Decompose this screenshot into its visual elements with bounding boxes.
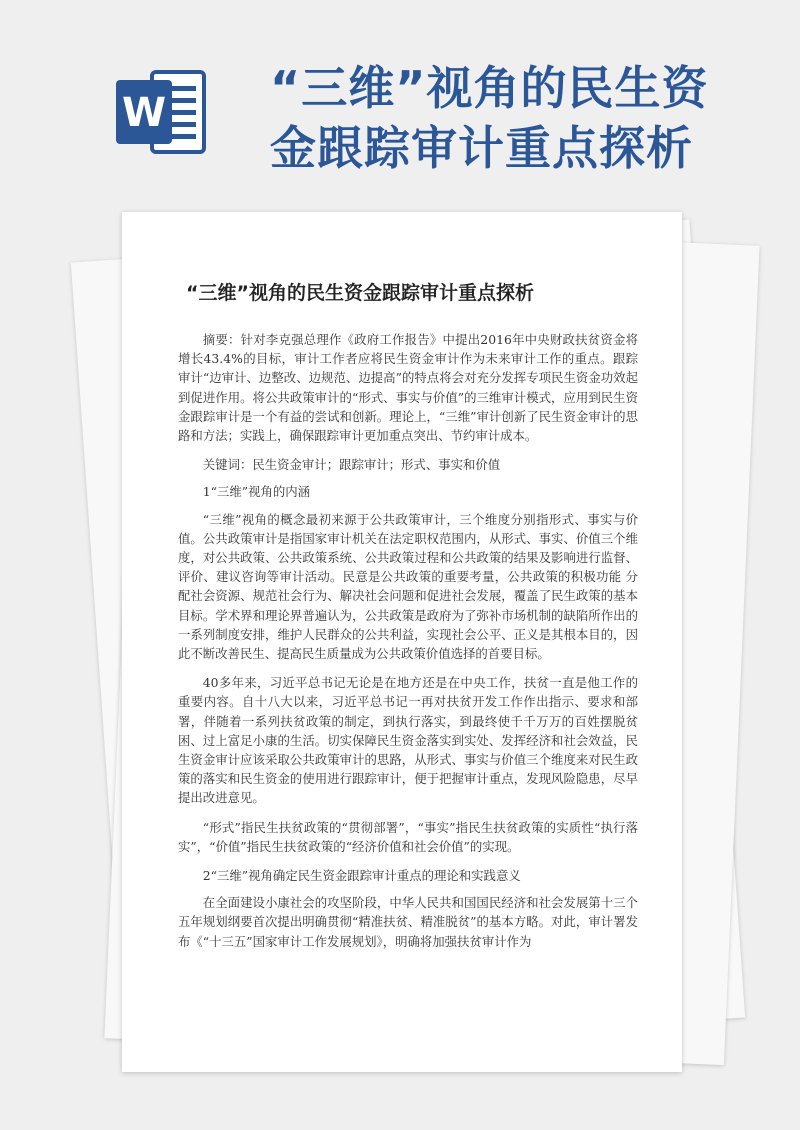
abstract-paragraph: 摘要：针对李克强总理作《政府工作报告》中提出2016年中央财政扶贫资金将增长43.4%的目标，审计工作者应将民生资金审计作为未来审计工作的重点。跟踪审计“边审计、边整改、边规范、边提高”的特点将会对充分发挥专项民生资金功效起到促进作用。将公共政策审计的“形式、事实与价值”的三维审计模式，应用到民生资金跟踪审计是一个有益的尝试和创新。理论上，“三维”审计创新了民生资金审计的思路和方法；实践上，确保跟踪审计更加重点突出、节约审计成本。 xyxy=(178,332,638,444)
section-heading: 2“三维”视角确定民生资金跟踪审计重点的理论和实践意义 xyxy=(202,868,521,884)
page-header xyxy=(0,0,800,200)
document-page xyxy=(122,212,682,1072)
word-icon-letter: W xyxy=(121,90,167,136)
body-paragraph: 在全面建设小康社会的攻坚阶段，中华人民共和国国民经济和社会发展第十三个五年规划纲要首次提出明确贯彻“精准扶贫、精准脱贫”的基本方略。对此，审计署发布《“十三五”国家审计工作发展规划》，明确将加强扶贫审计作为 xyxy=(178,895,638,949)
document-title: “三维”视角的民生资金跟踪审计重点探析 xyxy=(186,282,534,304)
header-title-line-1: “三维”视角的民生资 xyxy=(270,61,709,115)
body-paragraph: “三维”视角的概念最初来源于公共政策审计，三个维度分别指形式、事实与价值。公共政策审计是指国家审计机关在法定职权范围内，从形式、事实、价值三个维度，对公共政策、公共政策系统、公共政策过程和公共政策的结果及影响进行监督、评价、建议咨询等审计活动。民意是公共政策的重要考量，公共政策的积极功能 分配社会资源、规范社会行为、解决社会问题和促进社会发展，覆盖了民生政策的基本目标。学术界和理论界普遍认为，公共政策是政府为了弥补市场机制的缺陷所作出的一系列制度安排，维护人民群众的公共利益，实现社会公平、正义是其根本目的，因此不断改善民生、提高民生质量成为公共政策价值选择的首要目标。 xyxy=(178,511,638,662)
body-paragraph: “形式”指民生扶贫政策的“贯彻部署”，“事实”指民生扶贫政策的实质性“执行落实”，“价值”指民生扶贫政策的“经济价值和社会价值”的实现。 xyxy=(178,819,638,854)
body-paragraph: 40多年来，习近平总书记无论是在地方还是在中央工作，扶贫一直是他工作的重要内容。自十八大以来，习近平总书记一再对扶贫开发工作作出指示、要求和部署，伴随着一系列扶贫政策的制定，到执行落实，到最终使千千万万的百姓摆脱贫困、过上富足小康的生活。切实保障民生资金落实到实处、发挥经济和社会效益，民生资金审计应该采取公共政策审计的思路，从形式、事实与价值三个维度来对民生政策的落实和民生资金的使用进行跟踪审计，便于把握审计重点，发现风险隐患，尽早提出改进意见。 xyxy=(178,675,638,806)
section-heading: 1“三维”视角的内涵 xyxy=(202,484,311,500)
header-title-line-2: 金跟踪审计重点探析 xyxy=(270,121,693,175)
word-document-icon xyxy=(112,62,212,162)
keywords-line: 关键词：民生资金审计；跟踪审计；形式、事实和价值 xyxy=(202,457,501,473)
document-body xyxy=(178,330,638,961)
